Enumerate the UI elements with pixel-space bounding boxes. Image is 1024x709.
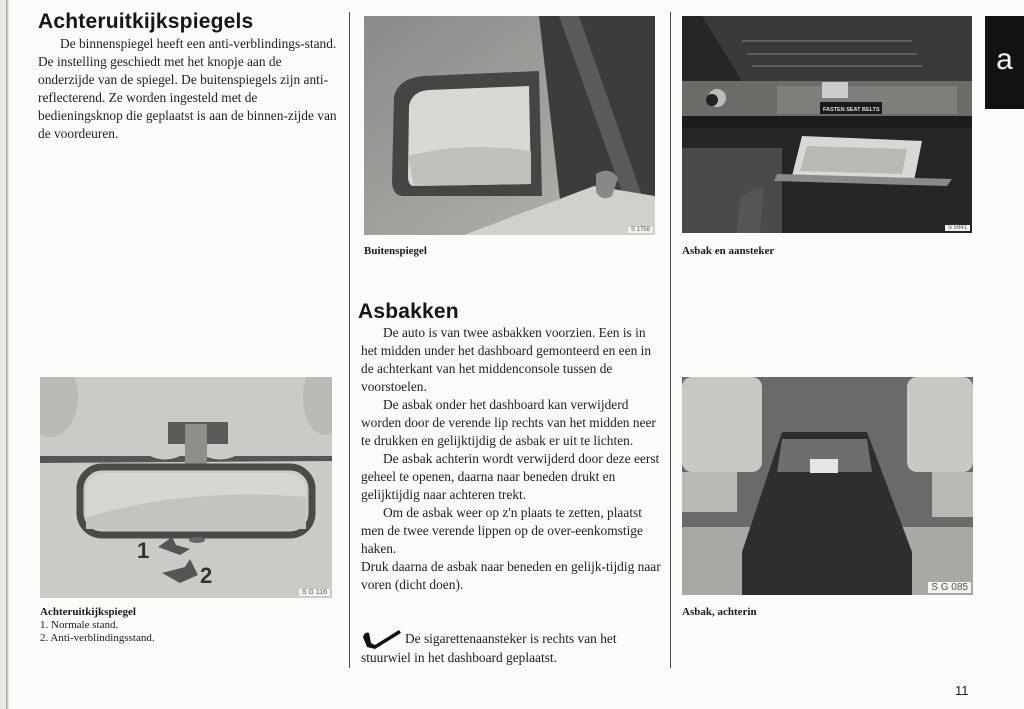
section-heading-mirrors: Achteruitkijkspiegels [38,10,254,33]
rear-ashtray-caption [682,606,757,619]
dashboard-ashtray-caption [682,245,774,258]
label-position-1: 1 [137,538,150,563]
outer-mirror-caption [364,245,427,258]
photo-code: S 1758 [628,227,653,233]
ashtrays-body [361,324,664,594]
ashtrays-paragraph: De asbak achterin wordt verwijderd door deze eerst geheel te openen, daarna naar beneden drukt en gelijktijdig naar achteren trekt. [361,451,660,502]
ashtrays-paragraph: De asbak onder het dashboard kan verwijderd worden door de verende lip rechts van het midden neer te drukken en gelijktijdig de asbak er uit te lichten. [361,397,656,448]
ashtrays-paragraph: De auto is van twee asbakken voorzien. Een is in het midden under het dashboard gemonteerd en een in de achterkant van het middenconsole tussen de voorstoelen. [361,325,652,394]
label-position-2: 2 [200,563,213,588]
column-divider [349,12,350,668]
mirrors-paragraph: De binnenspiegel heeft een anti-verblindings-stand. De instelling geschiedt met het knopje aan de onderzijde van de spiegel. De buitenspiegels zijn anti-reflecterend. Ze worden ingesteld met de bedieningsknop die geplaatst is aan de binnen-zijde van de voordeuren. [38,36,337,141]
caption-title: Achteruitkijkspiegel [40,606,136,618]
outer-mirror-illustration [364,16,655,235]
seat-belt-sign: FASTEN SEAT BELTS [823,107,880,113]
photo-code: S G 116 [299,589,330,596]
caption-title: Buitenspiegel [364,245,427,257]
rear-ashtray-illustration [682,377,973,595]
caption-title: Asbak en aansteker [682,245,775,257]
caption-item: 1. Normale stand. [40,619,119,631]
cigarette-icon [361,627,401,649]
photo-code: S G 085 [928,582,971,593]
caption-title: Asbak, achterin [682,606,757,618]
ashtrays-paragraph-final: Druk daarna de asbak naar beneden en gelijk-tijdig naar voren (dicht doen). [361,559,661,592]
outer-mirror-photo [364,16,655,235]
column-divider [670,12,671,668]
cigarette-lighter-tip [361,627,666,667]
dashboard-ashtray-illustration [682,16,972,233]
inner-mirror-illustration [40,377,332,598]
rear-ashtray-photo [682,377,973,595]
page-binding-edge [6,0,9,709]
ashtrays-paragraph: Om de asbak weer op z'n plaats te zetten, plaatst men de twee verende lippen op de over-eenkomstige haken. [361,505,643,556]
dashboard-ashtray-photo [682,16,972,233]
photo-code: S 5941 [945,225,970,231]
inner-mirror-caption [40,606,340,645]
mirrors-body [38,35,340,143]
tip-text: De sigarettenaansteker is rechts van het stuurwiel in het dashboard geplaatst. [361,631,617,665]
inner-mirror-photo [40,377,332,598]
page-number: 11 [955,683,969,698]
caption-item: 2. Anti-verblindingsstand. [40,632,155,644]
section-tab-marker: a [985,16,1024,109]
section-heading-ashtrays: Asbakken [358,300,459,323]
